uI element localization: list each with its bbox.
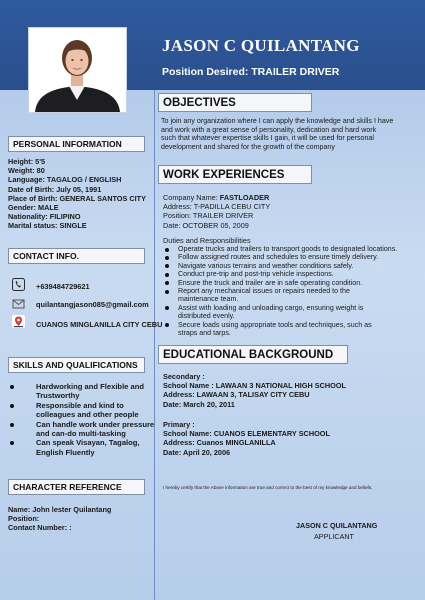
personal-info-heading: PERSONAL INFORMATION [8,136,145,152]
personal-height: Height: 5'5 [8,157,46,166]
personal-nationality: Nationality: FILIPINO [8,212,81,222]
applicant-name: JASON C QUILANTANG [162,36,360,55]
character-reference-details [8,505,111,533]
signature-name: JASON C QUILANTANG [296,521,378,530]
skills-list [8,382,154,457]
profile-photo-image [29,28,126,112]
position-desired-label: Position Desired: [162,66,252,78]
profile-photo [28,27,127,113]
skill-item: Responsible and kind to colleagues and other people [8,401,154,420]
duty-item: Navigate various terrains and weather conditions safely. [163,262,397,270]
skills-heading: SKILLS AND QUALIFICATIONS [8,357,145,373]
personal-info-list [8,157,146,231]
education-primary [163,420,330,457]
work-company: Company Name: FASTLOADER [163,193,270,202]
personal-language: Language: TAGALOG / ENGLISH [8,175,122,185]
duty-item: Conduct pre-trip and post-trip vehicle inspections. [163,270,397,278]
secondary-address: Address: LAWAAN 3, TALISAY CITY CEBU [163,390,310,400]
work-experience-heading: WORK EXPERIENCES [158,165,312,184]
duty-item: Assist with loading and unloading cargo, ensuring weight is distributed evenly. [163,304,397,321]
duty-item: Follow assigned routes and schedules to ensure timely delivery. [163,253,397,261]
work-details [163,193,270,230]
secondary-level: Secondary : [163,372,205,381]
personal-weight: Weight: 80 [8,166,45,176]
primary-date: Date: April 20, 2006 [163,447,231,457]
column-divider [154,90,155,600]
contact-email-row [12,297,25,310]
reference-name: Name: John lester Quilantang [8,505,112,514]
mail-icon [12,297,25,310]
position-desired-value: TRAILER DRIVER [251,66,340,78]
personal-gender: Gender: MALE [8,203,59,213]
work-date: Date: OCTOBER 05, 2009 [163,220,249,230]
education-heading: EDUCATIONAL BACKGROUND [158,345,348,364]
primary-address: Address: Cuanos MINGLANILLA [163,438,276,448]
duties-heading: Duties and Responsibilities [163,236,251,245]
certification-statement: I hereby certify that the Above information are true and correct to the best of my knowledge and beliefs. [163,485,373,490]
primary-level: Primary : [163,420,195,429]
reference-contact: Contact Number: : [8,523,72,533]
skill-item: Can speak Visayan, Tagalog, English Fluently [8,438,154,457]
duty-item: Ensure the truck and trailer are in safe operating condition. [163,279,397,287]
objectives-text: To join any organization where I can apply the knowledge and skills I have and work with a great sense of personality, dedication and hard work such that whatever expertise skills I gain, it will be used for personal development and shared for the growth of the company [161,117,394,151]
character-reference-heading: CHARACTER REFERENCE [8,479,145,495]
duty-item: Secure loads using appropriate tools and techniques, such as straps and tarps. [163,321,397,338]
duty-item: Report any mechanical issues or repairs needed to the maintenance team. [163,287,397,304]
secondary-school: School Name : LAWAAN 3 NATIONAL HIGH SCHOOL [163,381,346,391]
contact-phone[interactable]: +639484729621 [36,282,90,291]
contact-email[interactable]: quilantangjason085@gmail.com [36,300,149,309]
skill-item: Hardworking and Flexible and Trustworthy [8,382,154,401]
personal-birth-date: Date of Birth: July 05, 1991 [8,184,102,194]
duty-item: Operate trucks and trailers to transport goods to designated locations. [163,245,397,253]
location-pin-icon [12,315,25,328]
contact-address: CUANOS MINGLANILLA CITY CEBU [36,320,163,329]
personal-marital-status: Marital status: SINGLE [8,221,87,231]
position-desired [162,66,339,78]
contact-info-heading: CONTACT INFO. [8,248,145,264]
contact-phone-row [12,278,25,291]
objectives-heading: OBJECTIVES [158,93,312,112]
education-secondary [163,372,346,409]
phone-icon [12,278,25,291]
work-address: Address: T-PADILLA CEBU CITY [163,202,271,212]
secondary-date: Date: March 20, 2011 [163,399,235,409]
primary-school: School Name: CUANOS ELEMENTARY SCHOOL [163,429,330,439]
work-position: Position: TRAILER DRIVER [163,211,254,221]
signature-role: APPLICANT [314,532,354,541]
contact-address-row [12,315,25,328]
duties-list [163,245,397,337]
reference-position: Position: [8,514,40,524]
personal-birth-place: Place of Birth: GENERAL SANTOS CITY [8,193,146,203]
skill-item: Can handle work under pressure and can-do multi-tasking [8,420,154,439]
